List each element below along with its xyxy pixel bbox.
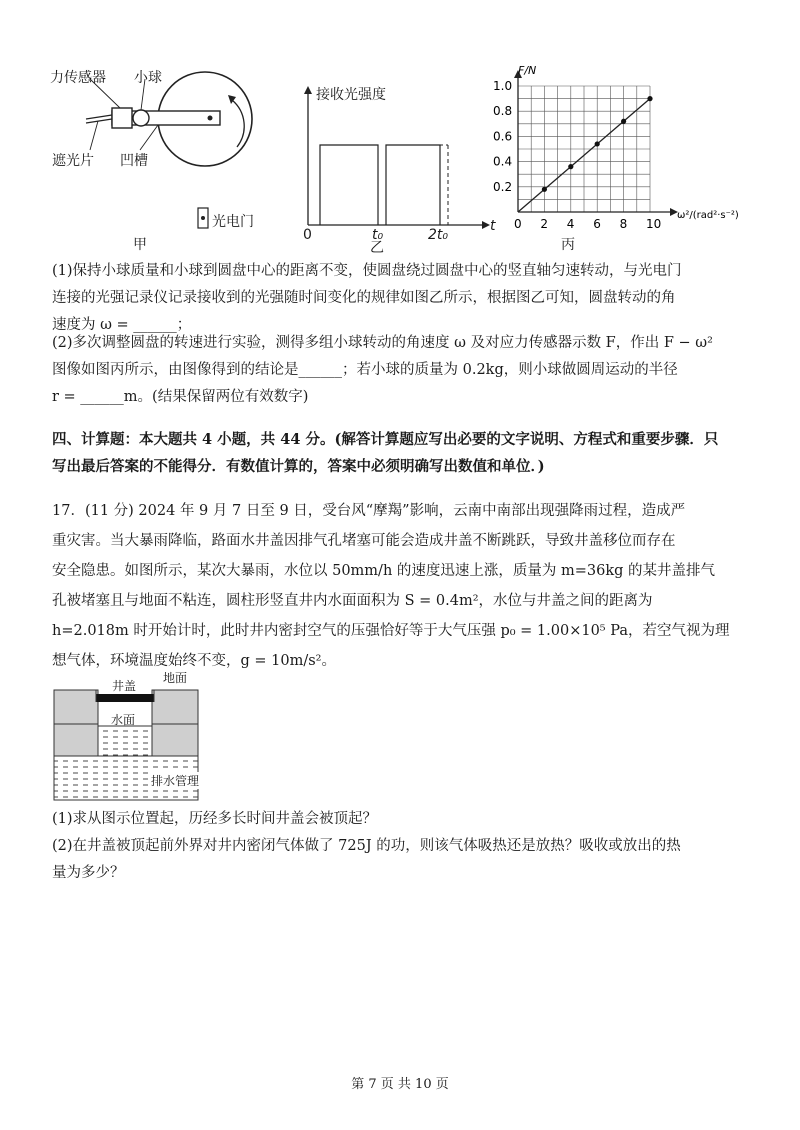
- ball: [133, 110, 149, 126]
- data-point: [595, 141, 600, 146]
- label-ball: 小球: [134, 70, 162, 86]
- caption-jia: 甲: [133, 237, 147, 253]
- text-line: (2)在井盖被顶起前外界对井内密闭气体做了 725J 的功，则该气体吸热还是放热？吸收或放出的热: [52, 838, 681, 854]
- text-line: 量为多少？: [52, 865, 125, 881]
- data-point: [542, 187, 547, 192]
- label-ground: 地面: [163, 671, 188, 685]
- label-shade: 遮光片: [52, 153, 94, 169]
- yi-xlabel: t: [490, 218, 496, 234]
- label-water-surface: 水面: [111, 713, 136, 727]
- y-tick-label: 0.2: [493, 179, 513, 194]
- caption-yi: 乙: [370, 240, 384, 256]
- y-tick-label: 0.4: [493, 154, 513, 169]
- text-line: 四、计算题：本大题共 4 小题，共 44 分。(解答计算题应写出必要的文字说明、方程式和重要步骤．只: [52, 431, 719, 448]
- text-line: 孔被堵塞且与地面不粘连，圆柱形竖直井内水面面积为 S = 0.4m²，水位与井盖之间的距离为: [52, 593, 653, 609]
- label-cover: 井盖: [112, 679, 137, 693]
- yi-tick-t0: t₀: [372, 227, 384, 243]
- text-line: 写出最后答案的不能得分．有数值计算的，答案中必须明确写出数值和单位．): [52, 458, 545, 475]
- label-groove: 凹槽: [120, 153, 148, 169]
- caption-bing: 丙: [561, 237, 575, 253]
- y-tick-label: 1.0: [493, 79, 513, 93]
- label-photogate: 光电门: [212, 214, 254, 230]
- x-tick-label: 10: [646, 217, 662, 231]
- y-tick-label: 0.8: [493, 104, 513, 119]
- yi-tick-2t0: 2t₀: [428, 227, 449, 243]
- x-tick-label: 8: [619, 217, 628, 231]
- section-4-heading: [52, 426, 762, 480]
- text-line: h=2.018m 时开始计时，此时井内密封空气的压强恰好等于大气压强 p₀ = 1.00×10⁵ Pa，若空气视为理: [52, 623, 730, 639]
- yi-tick-0: 0: [303, 227, 312, 243]
- label-drain-pipe: 排水管理: [151, 774, 200, 788]
- text-line: 17．(11 分) 2024 年 9 月 7 日至 9 日，受台风“摩羯”影响，云南中南部出现强降雨过程，造成严: [52, 503, 686, 519]
- light-pulse-1: [320, 145, 378, 225]
- text-line: 重灾害。当大暴雨降临，路面水井盖因排气孔堵塞可能会造成井盖不断跳跃，导致井盖移位而存在: [52, 533, 676, 549]
- figure-bing-chart: [490, 60, 770, 260]
- force-sensor: [112, 108, 132, 128]
- text-line: (1)求从图示位置起，历经多长时间井盖会被顶起？: [52, 811, 378, 827]
- y-tick-labels: [493, 79, 512, 194]
- page-footer: 第 7 页 共 10 页: [351, 1077, 449, 1092]
- q16-part1: [52, 258, 762, 339]
- data-point: [568, 164, 573, 169]
- well-water: [98, 726, 152, 756]
- data-point: [621, 119, 626, 124]
- q16-part2: [52, 330, 762, 411]
- x-tick-label: 2: [540, 217, 549, 231]
- light-pulse-2: [386, 145, 440, 225]
- text-line: 安全隐患。如图所示，某次大暴雨，水位以 50mm/h 的速度迅速上涨，质量为 m=36kg 的某井盖排气: [52, 563, 716, 579]
- chart-grid: [518, 86, 650, 212]
- chart-xlabel: ω²/(rad²·s⁻²): [677, 210, 739, 221]
- text-line: (2)多次调整圆盘的转速进行实验，测得多组小球转动的角速度 ω 及对应力传感器示数 F，作出 F − ω²: [52, 335, 713, 351]
- text-line: 连接的光强记录仪记录接收到的光强随时间变化的规律如图乙所示，根据图乙可知，圆盘转动的角: [52, 290, 676, 306]
- text-line: 速度为 ω = ______；: [52, 317, 192, 333]
- y-tick-label: 0.6: [493, 129, 513, 144]
- q17-body: [52, 496, 762, 676]
- x-tick-label: 0: [514, 217, 522, 231]
- figure-yi: [290, 80, 500, 250]
- manhole-cover: [96, 694, 154, 702]
- text-line: 图像如图丙所示，由图像得到的结论是______；若小球的质量为 0.2kg，则小球做圆周运动的半径: [52, 362, 678, 378]
- text-line: (1)保持小球质量和小球到圆盘中心的距离不变，使圆盘绕过圆盘中心的竖直轴匀速转动，与光电门: [52, 263, 682, 279]
- chart-ylabel: F/N: [518, 64, 537, 77]
- data-point: [647, 96, 652, 101]
- rotation-arrow-icon: [232, 100, 244, 147]
- ground-right: [152, 690, 198, 756]
- x-tick-label: 6: [593, 217, 601, 231]
- text-line: r = ______m。(结果保留两位有效数字): [52, 389, 309, 405]
- q17-subquestions: [52, 806, 762, 887]
- x-tick-label: 4: [566, 217, 575, 231]
- text-line: 想气体，环境温度始终不变，g = 10m/s²。: [52, 653, 336, 669]
- ground-left: [54, 690, 98, 756]
- x-tick-labels: [514, 217, 661, 231]
- label-force-sensor: 力传感器: [50, 70, 106, 86]
- yi-ylabel: 接收光强度: [316, 87, 386, 103]
